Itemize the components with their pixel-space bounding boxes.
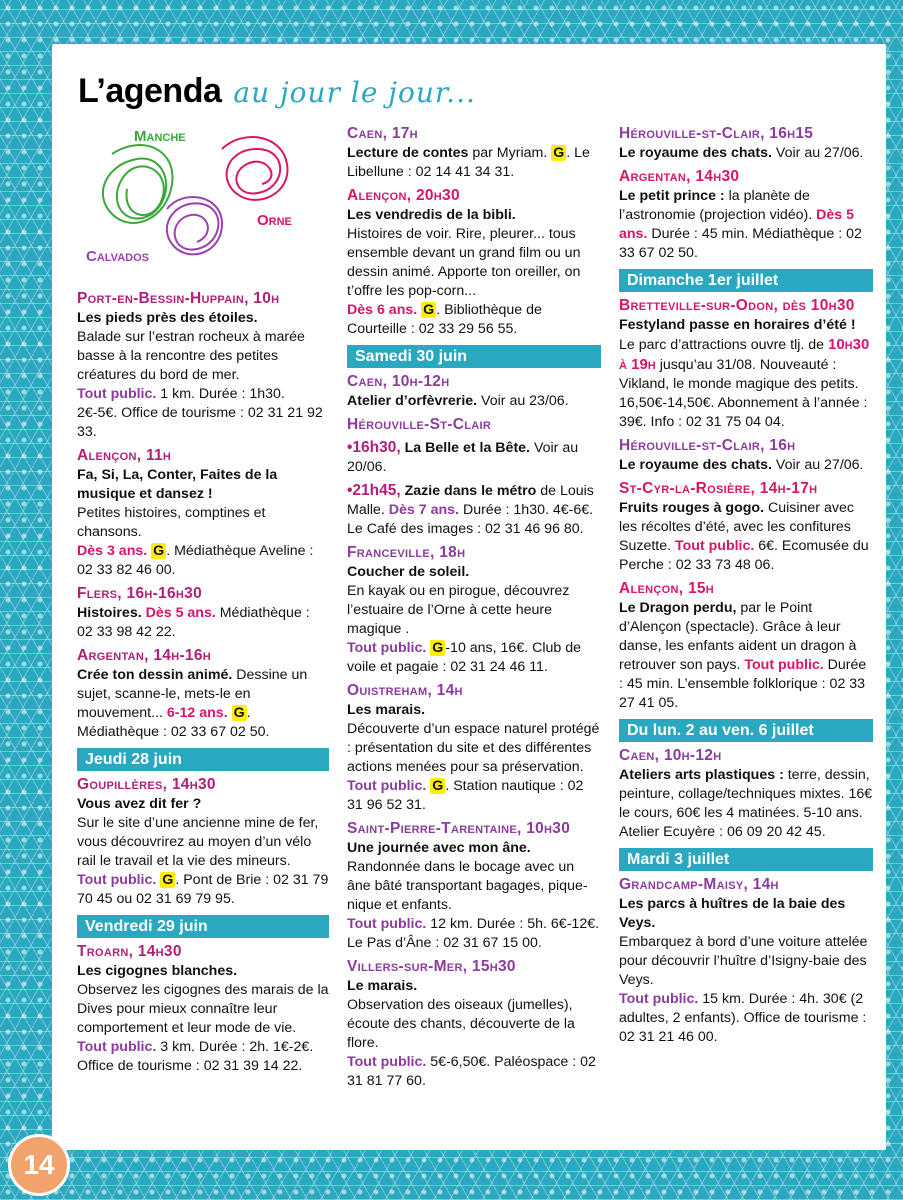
event-place: Hérouville-st-Clair, 16h15 [619,125,814,142]
event [347,124,601,182]
event-body: par le Point d’Alençon (spectacle). Grâce à leur danse, les enfants aident un dragon à retrouver son pays. [619,600,857,673]
event-place: Alençon, 15h [619,580,715,597]
event-time: •16h30, [347,439,401,456]
event-details: Médiathèque : 02 33 98 42 22. [77,605,310,640]
calvados-scribble [167,197,222,254]
event-place: Ouistreham, 14h [347,682,463,699]
event-body: de Louis Malle. [347,483,594,518]
event-body: Observez les cigognes des marais de la Dives pour mieux connaître leur comportement et leur mode de vie. [77,982,329,1036]
event [619,124,873,163]
event-details: 1 km. Durée : 1h30. 2€-5€. Office de tourisme : 02 31 21 92 33. [77,386,323,440]
event-title: Fruits rouges à gogo. [619,500,765,516]
event-place: Caen, 10h-12h [347,373,450,390]
event-title: Les pieds près des étoiles. [77,310,258,326]
audience-tag: Tout public. [744,657,824,673]
event-details: Durée : 1h30. 4€-6€. Le Café des images : 02 31 46 96 80. [347,502,594,537]
event [619,579,873,713]
event [619,479,873,575]
free-badge: G [432,640,444,656]
column-3 [619,124,873,1051]
event-details: . Médiathèque : 02 33 67 02 50. [77,705,270,740]
age-tag: Dès 3 ans. [77,543,148,559]
event-title: Fa, Si, La, Conter, Faites de la musique et dansez ! [77,467,278,502]
day-header: Dimanche 1er juillet [619,269,873,292]
event-title: Le marais. [347,978,418,994]
event-details: . Pont de Brie : 02 31 79 70 45 ou 02 31 69 79 95. [77,872,329,907]
event-title: Ateliers arts plastiques : [619,767,784,783]
event-details: Durée : 45 min. Médiathèque : 02 33 67 02 50. [619,226,862,261]
event-title: Festyland passe en horaires d’été ! [619,317,856,333]
free-badge: G [233,705,245,721]
event-place: Troarn, 14h30 [77,943,182,960]
free-badge: G [423,302,435,318]
audience-tag: Tout public. [347,778,427,794]
event-body: par Myriam. [468,145,552,161]
event-body: Observation des oiseaux (jumelles), écoute des chants, découverte de la flore. [347,997,575,1051]
event [77,289,329,442]
page-number: 14 [8,1134,70,1196]
age-tag: Dès 7 ans. [388,502,459,518]
event-body: Le parc d’attractions ouvre tlj. de [619,337,828,353]
day-header: Samedi 30 juin [347,345,601,368]
audience-tag: Tout public. [619,991,699,1007]
event-title: Atelier d’orfèvrerie. [347,393,478,409]
audience-tag: Tout public. [77,1039,157,1055]
manche-scribble [103,145,173,223]
event-body: Embarquez à bord d’une voiture attelée pour découvrir l’huître d’Isigny-baie des Veys. [619,934,868,988]
event [347,186,601,339]
event-place: Villers-sur-Mer, 15h30 [347,958,516,975]
event-place: Port-en-Bessin-Huppain, 10h [77,290,280,307]
event-details: 5€-6,50€. Paléospace : 02 31 81 77 60. [347,1054,596,1089]
event-details: 3 km. Durée : 2h. 1€-2€. Office de tourisme : 02 31 39 14 22. [77,1039,314,1074]
day-header: Vendredi 29 juin [77,915,329,938]
event-place: Caen, 10h-12h [619,747,722,764]
region-map [82,124,322,274]
event-details: jusqu’au 31/08. Nouveauté : Vikland, le monde magique des petits. 16,50€-14,50€. Abonnement à l’année : 39€. Info : 02 31 75 04 04. [619,357,868,430]
day-header: Du lun. 2 au ven. 6 juillet [619,719,873,742]
event-body: Balade sur l’estran rocheux à marée basse à la rencontre des petites créatures du bord de mer. [77,329,305,383]
event-time: •21h45, [347,482,401,499]
event-details: . Le Libellune : 02 14 41 34 31. [347,145,590,180]
event-place: Alençon, 11h [77,447,172,464]
event-title: Le petit prince : [619,188,725,204]
event-place: Hérouville-St-Clair [347,416,492,433]
event-details: . Médiathèque Aveline : 02 33 82 46 00. [77,543,314,578]
event-details: 12 km. Durée : 5h. 6€-12€. Le Pas d’Âne : 02 31 67 15 00. [347,916,600,951]
event-details: -10 ans, 16€. Club de voile et pagaie : 02 31 24 46 11. [347,640,581,675]
event-details: Voir au 27/06. [771,145,864,161]
event-title: Le Dragon perdu, [619,600,737,616]
age-tag: Dès 5 ans. [141,605,216,621]
event-body: Cuisiner avec les récoltes d’été, avec les confitures Suzette. [619,500,854,554]
event-title: La Belle et la Bête. [400,440,531,456]
free-badge: G [153,543,165,559]
event [77,646,329,742]
event-place: Caen, 17h [347,125,418,142]
map-label-calvados: Calvados [86,248,149,265]
event-place: St-Cyr-la-Rosière, 14h-17h [619,480,818,497]
event [347,819,601,953]
event-details: . Station nautique : 02 31 96 52 31. [347,778,584,813]
column-2 [347,124,601,1095]
event-place: Hérouville-st-Clair, 16h [619,437,796,454]
event-details: Voir au 20/06. [347,440,579,475]
event-title: Vous avez dit fer ? [77,796,202,812]
event [77,584,329,642]
event [77,942,329,1076]
age-tag: Dès 5 ans. [619,207,854,242]
event-title: Une journée avec mon âne. [347,840,531,856]
event-place: Bretteville-sur-Odon, dès 10h30 [619,297,855,314]
audience-tag: Tout public. [347,640,427,656]
event-body: Sur le site d’une ancienne mine de fer, vous découvrirez au moyen d’un vélo rail le travail et la vie des mineurs. [77,815,319,869]
event-details: 6€. Ecomusée du Perche : 02 33 73 48 06. [619,538,869,573]
event-title: Lecture de contes [347,145,469,161]
event [619,436,873,475]
event-place: Grandcamp-Maisy, 14h [619,876,779,893]
event [619,875,873,1047]
event-title: Les parcs à huîtres de la baie des Veys. [619,896,846,931]
event-hours: 10h30 à 19h [619,336,870,373]
age-tag: 6-12 ans. [166,705,228,721]
event-body: En kayak ou en pirogue, découvrez l’estuaire de l’Orne à cette heure magique . [347,583,570,637]
audience-tag: Tout public. [675,538,755,554]
event-place: Flers, 16h-16h30 [77,585,202,602]
event-title: Histoires. [77,605,142,621]
event-body: terre, dessin, peinture, collage/techniques mixtes. 16€ le cours, 60€ les 4 matinées. 5-10 ans. Atelier Ecuyère : 06 09 20 42 45. [619,767,873,840]
event-body: la planète de l’astronomie (projection vidéo). [619,188,817,223]
event-body: Histoires de voir. Rire, pleurer... tous ensemble devant un grand film ou un dessin animé. Apporte ton oreiller, on t’offre les pop-corn... [347,226,581,299]
event [347,543,601,677]
audience-tag: Tout public. [77,872,157,888]
event-place: Alençon, 20h30 [347,187,460,204]
title-main: L’agenda [78,72,222,110]
map-label-manche: Manche [134,128,186,145]
event [347,415,601,539]
event-title: Coucher de soleil. [347,564,470,580]
event-title: Crée ton dessin animé. [77,667,233,683]
event [619,296,873,432]
event-place: Argentan, 14h-16h [77,647,212,664]
event-place: Goupillères, 14h30 [77,776,216,793]
event-details: Voir au 27/06. [771,457,864,473]
event-title: Les vendredis de la bibli. [347,207,516,223]
event [347,372,601,411]
audience-tag: Tout public. [347,916,427,932]
event-title: Les cigognes blanches. [77,963,238,979]
event-details: . Bibliothèque de Courteille : 02 33 29 56 55. [347,302,542,337]
audience-tag: Tout public. [77,386,157,402]
event-body: Randonnée dans le bocage avec un âne bâté transportant bagages, pique-nique et enfants. [347,859,588,913]
free-badge: G [432,778,444,794]
event-body: Dessine un sujet, scanne-le, mets-le en mouvement... [77,667,308,721]
event-body: Petites histoires, comptines et chansons. [77,505,266,540]
audience-tag: Tout public. [347,1054,427,1070]
event-place: Saint-Pierre-Tarentaine, 10h30 [347,820,571,837]
event [347,681,601,815]
day-header: Mardi 3 juillet [619,848,873,871]
event-title: Zazie dans le métro [400,483,537,499]
event-place: Franceville, 18h [347,544,466,561]
title-script: au jour le jour... [233,76,476,109]
event-details: Voir au 23/06. [477,393,569,409]
event [347,957,601,1091]
event [619,167,873,263]
event-body: Découverte d’un espace naturel protégé : présentation du site et des différentes actions menées pour sa préservation. [347,721,600,775]
age-tag: Dès 6 ans. [347,302,418,318]
event [77,775,329,909]
event-place: Argentan, 14h30 [619,168,740,185]
event-details: Durée : 45 min. L’ensemble folklorique : 02 33 27 41 05. [619,657,867,711]
event-title: Le royaume des chats. [619,145,772,161]
event [77,446,329,580]
free-badge: G [162,872,174,888]
day-header: Jeudi 28 juin [77,748,329,771]
event-details: 15 km. Durée : 4h. 30€ (2 adultes, 2 enfants). Office de tourisme : 02 31 21 46 00. [619,991,867,1045]
event-title: Le royaume des chats. [619,457,772,473]
orne-scribble [222,137,287,200]
free-badge: G [553,145,565,161]
event-title: Les marais. [347,702,426,718]
event [619,746,873,842]
column-1 [77,289,329,1080]
map-label-orne: Orne [257,212,292,229]
page-title [78,72,476,111]
